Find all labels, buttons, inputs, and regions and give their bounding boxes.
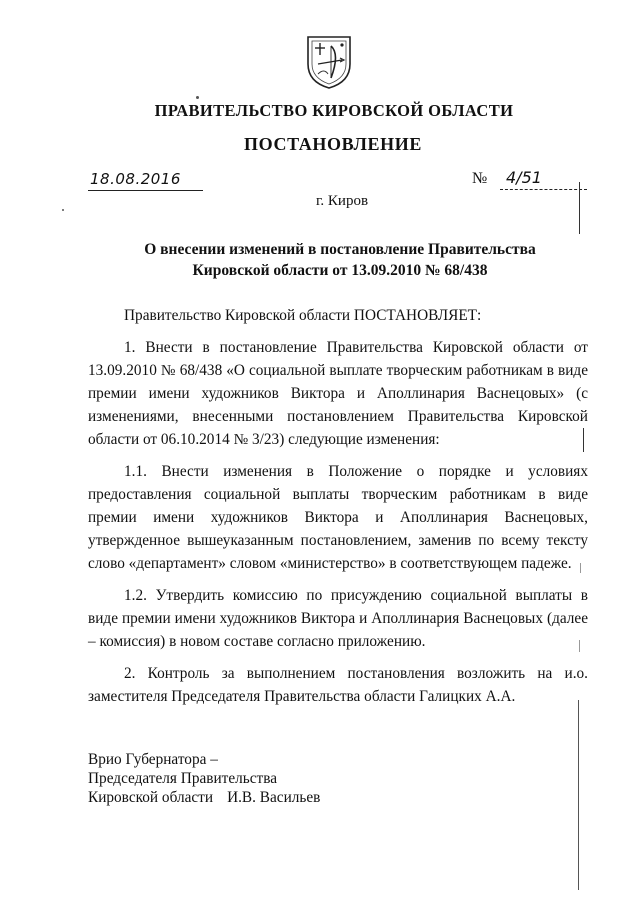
document-heading <box>100 239 580 281</box>
body-paragraph-1-2: 1.2. Утвердить комиссию по присуждению социальной выплаты в виде премии имени художников Виктора и Аполлинария Васнецовых (далее – комиссия) в новом составе согласно приложению. <box>88 587 588 650</box>
heading-line-1: О внесении изменений в постановление Правительства <box>144 241 536 258</box>
scan-margin-mark <box>579 182 580 234</box>
scan-margin-mark <box>578 700 579 890</box>
signatory-name: И.В. Васильев <box>227 789 321 806</box>
number-label: № <box>472 170 488 187</box>
document-body <box>88 304 588 708</box>
scan-margin-mark <box>580 563 581 573</box>
signature-line-3: Кировской области <box>88 789 214 806</box>
signature-row <box>88 788 320 807</box>
scan-speck <box>62 209 64 211</box>
number-value: 4/51 <box>506 168 542 187</box>
kirov-coat-of-arms-icon <box>304 34 354 90</box>
number-underline <box>500 189 587 190</box>
heading-line-2: Кировской области от 13.09.2010 № 68/438 <box>192 262 488 279</box>
signature-block <box>88 750 320 807</box>
document-type: ПОСТАНОВЛЕНИЕ <box>244 134 422 154</box>
body-paragraph-2: 2. Контроль за выполнением постановления возложить на и.о. заместителя Председателя Правительства области Галицких А.А. <box>88 665 588 705</box>
signature-line-2: Председателя Правительства <box>88 770 278 787</box>
body-paragraph-1: 1. Внести в постановление Правительства Кировской области от 13.09.2010 № 68/438 «О социальной выплате творческим работникам в виде премии имени художников Виктора и Аполлинария Васнецовых» (с изменениями, внесенными постановлением Правительства Кировской области от 06.10.2014 № 3/23) следующие изменения: <box>88 339 588 448</box>
date-value: 18.08.2016 <box>90 170 181 188</box>
scan-margin-mark <box>583 428 584 452</box>
signature-line-1: Врио Губернатора – <box>88 751 218 768</box>
date-field <box>88 170 203 191</box>
body-intro: Правительство Кировской области ПОСТАНОВЛЯЕТ: <box>124 307 482 324</box>
government-title: ПРАВИТЕЛЬСТВО КИРОВСКОЙ ОБЛАСТИ <box>154 101 514 120</box>
number-field <box>472 168 587 190</box>
body-paragraph-1-1: 1.1. Внести изменения в Положение о порядке и условиях предоставления социальной выплаты творческим работникам в виде премии имени художников Виктора и Аполлинария Васнецовых, утвержденное вышеуказанным постановлением, заменив по всему тексту слово «департамент» словом «министерство» в соответствующем падеже. <box>88 463 588 572</box>
scan-margin-mark <box>579 640 580 652</box>
scan-speck <box>196 96 199 99</box>
city: г. Киров <box>315 193 369 209</box>
